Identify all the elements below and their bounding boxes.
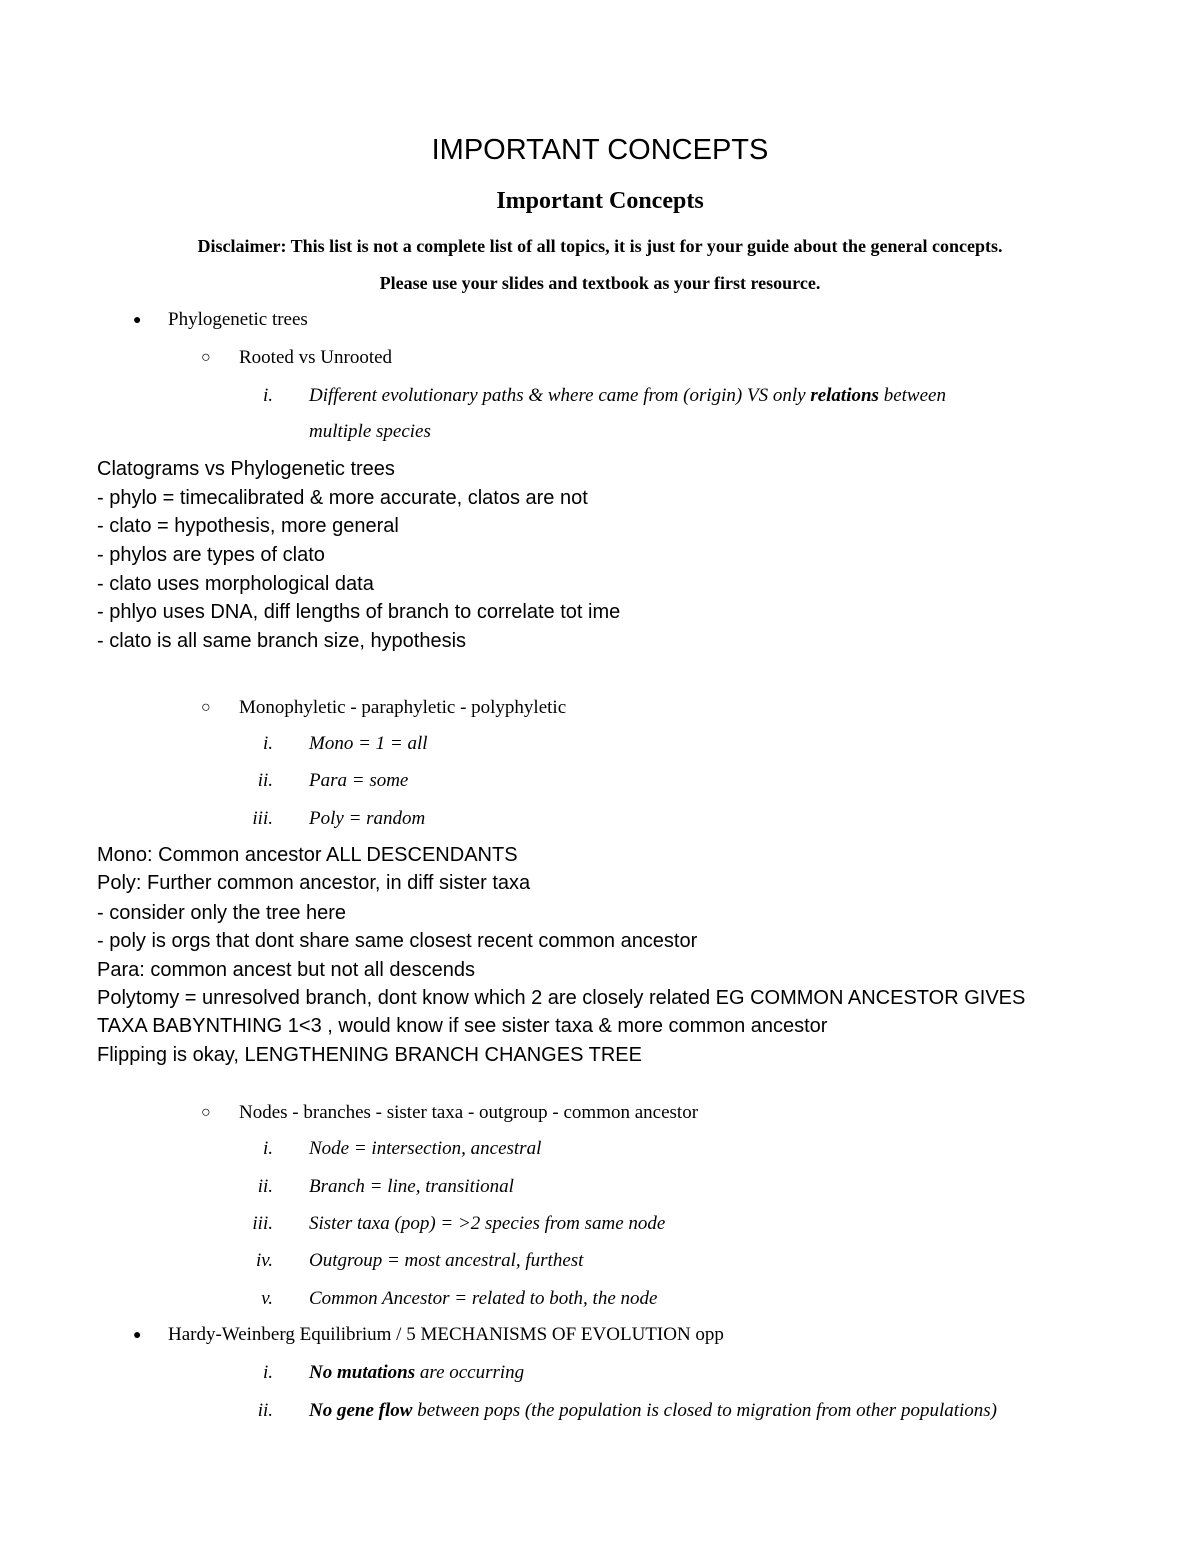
note-line: Poly: Further common ancestor, in diff sister taxa (97, 872, 531, 894)
bullet-hardy-weinberg: Hardy-Weinberg Equilibrium / 5 MECHANISMS OF EVOLUTION opp (168, 1324, 724, 1345)
list-number: ii. (257, 1400, 273, 1421)
circle-bullet-icon: ○ (201, 699, 211, 716)
list-number: i. (262, 733, 273, 754)
note-line: - clato = hypothesis, more general (97, 515, 399, 537)
list-number: i. (262, 1138, 273, 1159)
list-item: Para = some (309, 770, 409, 791)
note-line: - consider only the tree here (97, 902, 347, 924)
note-line: Polytomy = unresolved branch, dont know which 2 are closely related EG COMMON ANCESTOR GIVES (97, 987, 1026, 1009)
list-item: Different evolutionary paths & where came from (origin) VS only relations between (309, 385, 946, 406)
note-line: Clatograms vs Phylogenetic trees (97, 458, 395, 480)
list-item: No gene flow between pops (the population is closed to migration from other populations) (309, 1400, 998, 1421)
circle-bullet-icon: ○ (201, 1104, 211, 1121)
list-number: i. (262, 385, 273, 406)
note-line: Mono: Common ancestor ALL DESCENDANTS (97, 844, 518, 866)
list-number: i. (262, 1362, 273, 1383)
note-line: - phlyo uses DNA, diff lengths of branch to correlate tot ime (97, 601, 621, 623)
list-number: iii. (252, 808, 273, 829)
disclaimer-line-1: Disclaimer: This list is not a complete list of all topics, it is just for your guide about the general concepts. (197, 236, 1003, 256)
list-number: iv. (255, 1250, 273, 1271)
list-item: Node = intersection, ancestral (309, 1138, 542, 1159)
list-number: v. (261, 1288, 273, 1309)
list-item: Sister taxa (pop) = >2 species from same node (309, 1213, 666, 1234)
note-line: Para: common ancest but not all descends (97, 959, 475, 981)
note-line: - poly is orgs that dont share same closest recent common ancestor (97, 930, 698, 952)
bullet-icon: ● (133, 1328, 142, 1343)
list-number: ii. (257, 770, 273, 791)
list-item: No mutations are occurring (309, 1362, 525, 1383)
list-number: iii. (252, 1213, 273, 1234)
note-line: - clato uses morphological data (97, 573, 374, 595)
note-line: TAXA BABYNTHING 1<3 , would know if see sister taxa & more common ancestor (97, 1015, 828, 1037)
list-item-continuation: multiple species (309, 421, 431, 442)
note-line: - phylo = timecalibrated & more accurate, clatos are not (97, 487, 588, 509)
sub-bullet-monophyletic: Monophyletic - paraphyletic - polyphyletic (239, 697, 567, 718)
bullet-icon: ● (133, 313, 142, 328)
list-item: Outgroup = most ancestral, furthest (309, 1250, 584, 1271)
list-number: ii. (257, 1176, 273, 1197)
note-line: Flipping is okay, LENGTHENING BRANCH CHANGES TREE (97, 1044, 642, 1066)
bullet-phylogenetic-trees: Phylogenetic trees (168, 309, 308, 330)
list-item: Common Ancestor = related to both, the node (309, 1288, 658, 1309)
page-subtitle: Important Concepts (496, 188, 704, 214)
page-title: IMPORTANT CONCEPTS (431, 134, 769, 166)
note-line: - phylos are types of clato (97, 544, 325, 566)
sub-bullet-nodes: Nodes - branches - sister taxa - outgroup - common ancestor (239, 1102, 699, 1123)
list-item: Poly = random (309, 808, 426, 829)
disclaimer-line-2: Please use your slides and textbook as your first resource. (379, 273, 821, 293)
sub-bullet-rooted: Rooted vs Unrooted (239, 347, 393, 368)
list-item: Mono = 1 = all (309, 733, 428, 754)
circle-bullet-icon: ○ (201, 349, 211, 366)
list-item: Branch = line, transitional (309, 1176, 514, 1197)
note-line: - clato is all same branch size, hypothesis (97, 630, 467, 652)
